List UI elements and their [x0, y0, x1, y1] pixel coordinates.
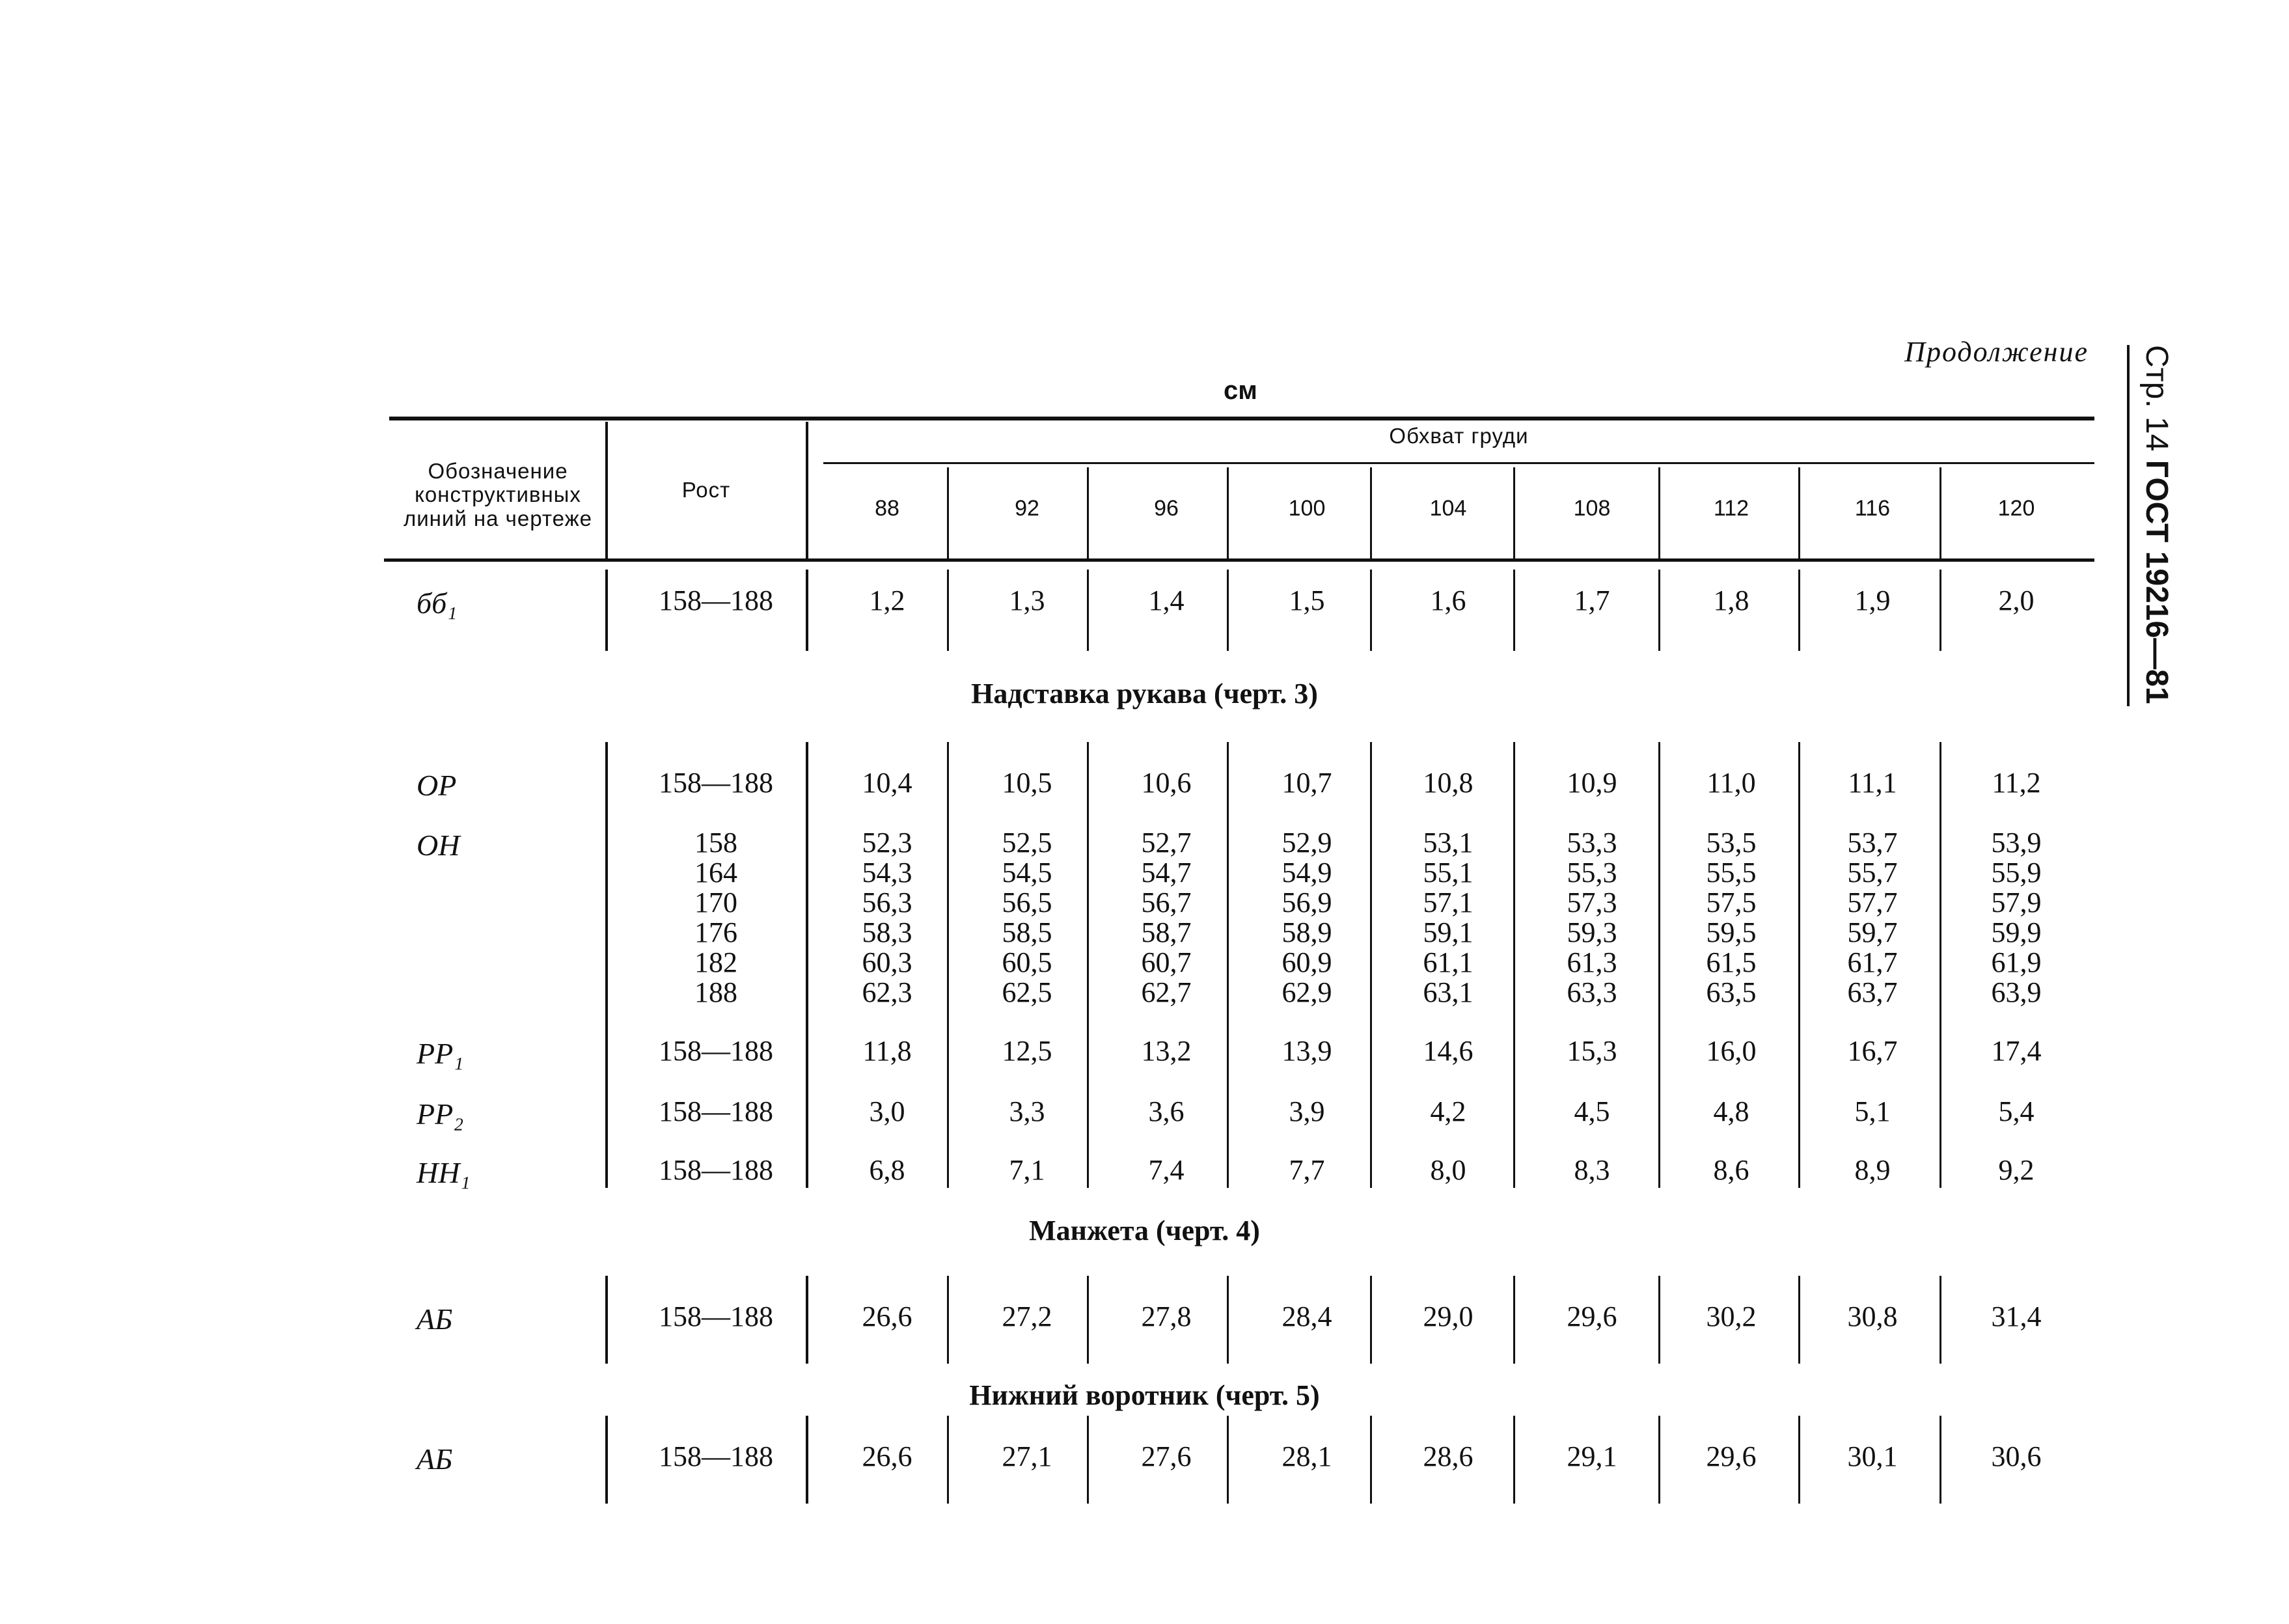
row-designation: АБ [417, 1302, 453, 1336]
chest-size-120: 120 [1997, 496, 2035, 521]
cell-value: 16,0 [1706, 1035, 1757, 1067]
cell-value: 62,5 [1002, 976, 1052, 1008]
column-divider [1939, 1416, 1941, 1504]
table-cell [1242, 1036, 1372, 1066]
cell-value: 8,0 [1430, 1154, 1466, 1186]
column-divider [1658, 1416, 1660, 1504]
chest-size-100: 100 [1288, 496, 1326, 521]
table-cell [1666, 768, 1796, 798]
cell-value: 60,9 [1282, 946, 1332, 978]
table-cell [1807, 1097, 1938, 1127]
cell-value: 54,3 [862, 857, 912, 888]
cell-value: 61,7 [1847, 946, 1898, 978]
page-reference-bar [2127, 345, 2130, 706]
cell-value: 11,8 [862, 1035, 912, 1067]
table-cell [962, 768, 1092, 798]
column-divider [1513, 1276, 1515, 1364]
row-designation: РР₁ [417, 1037, 464, 1070]
cell-value: 62,7 [1141, 976, 1192, 1008]
column-divider [1798, 742, 1800, 1188]
column-divider [806, 742, 808, 1188]
cell-value: 56,7 [1141, 887, 1192, 918]
table-cell [1242, 1442, 1372, 1472]
column-divider [806, 1416, 808, 1504]
cell-value: 61,9 [1991, 946, 2042, 978]
cell-value: 54,5 [1002, 857, 1052, 888]
table-cell [962, 1302, 1092, 1332]
height-value: 158 [694, 827, 737, 859]
page-reference [2127, 345, 2179, 709]
height-value: 158—188 [659, 1095, 773, 1127]
cell-value: 1,6 [1430, 585, 1466, 616]
table-cell [1807, 1302, 1938, 1332]
table-cell [1101, 828, 1231, 1008]
section-title: Нижний воротник (черт. 5) [969, 1379, 1320, 1411]
cell-value: 59,5 [1706, 916, 1757, 948]
cell-value: 10,7 [1282, 767, 1332, 799]
table-cell [1101, 1155, 1231, 1185]
chest-size-104: 104 [1429, 496, 1467, 521]
height-value: 170 [694, 887, 737, 918]
cell-value: 29,6 [1706, 1440, 1757, 1472]
cell-value: 57,1 [1423, 887, 1473, 918]
height-value: 182 [694, 946, 737, 978]
chest-header-underline [823, 462, 2094, 464]
table-top-rule [389, 417, 2094, 420]
cell-value: 60,3 [862, 946, 912, 978]
height-value: 176 [694, 916, 737, 948]
column-divider [605, 1276, 608, 1364]
cell-value: 31,4 [1991, 1301, 2042, 1332]
table-cell [822, 1097, 952, 1127]
row-designation: бб₁ [417, 586, 458, 620]
cell-value: 7,4 [1148, 1154, 1185, 1186]
table-cell [1951, 1036, 2081, 1066]
table-cell [1807, 1442, 1938, 1472]
row-designation: АБ [417, 1442, 453, 1476]
row-height [631, 1302, 801, 1332]
table-cell [822, 768, 952, 798]
cell-value: 55,9 [1991, 857, 2042, 888]
table-cell [1101, 1442, 1231, 1472]
cell-value: 62,9 [1282, 976, 1332, 1008]
cell-value: 11,1 [1848, 767, 1897, 799]
height-value: 158—188 [659, 1301, 773, 1332]
cell-value: 17,4 [1991, 1035, 2042, 1067]
table-cell [1101, 586, 1231, 616]
cell-value: 11,0 [1706, 767, 1756, 799]
cell-value: 57,5 [1706, 887, 1757, 918]
table-cell [822, 828, 952, 1008]
table-cell [1527, 1302, 1657, 1332]
cell-value: 5,1 [1854, 1095, 1891, 1127]
row-height [631, 586, 801, 616]
cell-value: 8,9 [1854, 1154, 1891, 1186]
cell-value: 8,6 [1713, 1154, 1749, 1186]
cell-value: 52,3 [862, 827, 912, 859]
cell-value: 1,8 [1713, 585, 1749, 616]
cell-value: 3,6 [1148, 1095, 1185, 1127]
cell-value: 53,3 [1567, 827, 1617, 859]
height-value: 158—188 [659, 1440, 773, 1472]
column-divider [1513, 742, 1515, 1188]
column-divider [806, 1276, 808, 1364]
cell-value: 29,0 [1423, 1301, 1473, 1332]
table-cell [1527, 1155, 1657, 1185]
table-cell [1383, 1442, 1513, 1472]
column-divider [1798, 570, 1800, 651]
table-cell [1383, 1155, 1513, 1185]
column-divider [1513, 570, 1515, 651]
row-height [631, 1442, 801, 1472]
row-height [631, 1097, 801, 1127]
table-cell [1101, 1036, 1231, 1066]
cell-value: 62,3 [862, 976, 912, 1008]
section-title: Надставка рукава (черт. 3) [971, 678, 1318, 709]
table-cell [822, 1036, 952, 1066]
cell-value: 59,3 [1567, 916, 1617, 948]
cell-value: 59,9 [1991, 916, 2042, 948]
cell-value: 60,7 [1141, 946, 1192, 978]
cell-value: 4,8 [1713, 1095, 1749, 1127]
table-cell [1666, 586, 1796, 616]
cell-value: 1,5 [1289, 585, 1325, 616]
cell-value: 57,3 [1567, 887, 1617, 918]
page-reference-text [2139, 345, 2174, 704]
cell-value: 26,6 [862, 1301, 912, 1332]
cell-value: 8,3 [1574, 1154, 1610, 1186]
cell-value: 63,7 [1847, 976, 1898, 1008]
cell-value: 4,2 [1430, 1095, 1466, 1127]
cell-value: 61,5 [1706, 946, 1757, 978]
header-divider [806, 422, 808, 558]
table-cell [1242, 586, 1372, 616]
cell-value: 10,5 [1002, 767, 1052, 799]
chest-column-divider [1939, 467, 1941, 558]
cell-value: 30,8 [1847, 1301, 1898, 1332]
table-cell [1807, 828, 1938, 1008]
table-cell [1527, 768, 1657, 798]
height-value: 164 [694, 857, 737, 888]
table-cell [962, 586, 1092, 616]
cell-value: 55,7 [1847, 857, 1898, 888]
continuation-label: Продолжение [1904, 336, 2089, 368]
table-cell [962, 1442, 1092, 1472]
height-value: 158—188 [659, 767, 773, 799]
cell-value: 27,2 [1002, 1301, 1052, 1332]
chest-column-divider [1513, 467, 1515, 558]
cell-value: 15,3 [1567, 1035, 1617, 1067]
cell-value: 13,9 [1282, 1035, 1332, 1067]
cell-value: 3,3 [1009, 1095, 1045, 1127]
cell-value: 7,1 [1009, 1154, 1045, 1186]
cell-value: 59,1 [1423, 916, 1473, 948]
table-cell [822, 1155, 952, 1185]
table-cell [1101, 768, 1231, 798]
column-divider [1798, 1416, 1800, 1504]
cell-value: 1,4 [1148, 585, 1185, 616]
cell-value: 63,5 [1706, 976, 1757, 1008]
table-cell [1951, 768, 2081, 798]
table-cell [1951, 828, 2081, 1008]
column-divider [605, 742, 608, 1188]
cell-value: 63,9 [1991, 976, 2042, 1008]
table-cell [1951, 1442, 2081, 1472]
table-cell [962, 828, 1092, 1008]
height-value: 188 [694, 976, 737, 1008]
table-cell [1383, 828, 1513, 1008]
table-cell [962, 1036, 1092, 1066]
chest-size-108: 108 [1573, 496, 1611, 521]
chest-size-96: 96 [1154, 496, 1179, 521]
row-height [631, 828, 801, 1008]
cell-value: 30,1 [1847, 1440, 1898, 1472]
cell-value: 55,5 [1706, 857, 1757, 888]
cell-value: 10,9 [1567, 767, 1617, 799]
table-cell [822, 1442, 952, 1472]
table-cell [1666, 1097, 1796, 1127]
cell-value: 57,9 [1991, 887, 2042, 918]
cell-value: 30,2 [1706, 1301, 1757, 1332]
table-cell [822, 1302, 952, 1332]
table-cell [1527, 586, 1657, 616]
column-divider [1939, 570, 1941, 651]
table-cell [1666, 828, 1796, 1008]
cell-value: 29,1 [1567, 1440, 1617, 1472]
cell-value: 52,5 [1002, 827, 1052, 859]
cell-value: 2,0 [1998, 585, 2035, 616]
page-number: Стр. 14 [2139, 345, 2174, 452]
table-cell [1242, 768, 1372, 798]
table-cell [1242, 828, 1372, 1008]
table-cell [1383, 1097, 1513, 1127]
cell-value: 10,4 [862, 767, 912, 799]
column-divider [806, 570, 808, 651]
cell-value: 53,9 [1991, 827, 2042, 859]
table-cell [1242, 1302, 1372, 1332]
cell-value: 26,6 [862, 1440, 912, 1472]
cell-value: 57,7 [1847, 887, 1898, 918]
cell-value: 58,7 [1141, 916, 1192, 948]
chest-size-88: 88 [875, 496, 899, 521]
height-header: Рост [681, 478, 731, 502]
cell-value: 9,2 [1998, 1154, 2035, 1186]
designation-header: Обозначение конструктивных линий на чертеже [403, 459, 593, 530]
cell-value: 27,8 [1141, 1301, 1192, 1332]
cell-value: 27,1 [1002, 1440, 1052, 1472]
table-cell [1101, 1302, 1231, 1332]
table-cell [1951, 1302, 2081, 1332]
cell-value: 10,6 [1141, 767, 1192, 799]
cell-value: 27,6 [1141, 1440, 1192, 1472]
column-divider [1939, 1276, 1941, 1364]
cell-value: 52,9 [1282, 827, 1332, 859]
chest-header: Обхват груди [1389, 424, 1529, 448]
table-cell [1101, 1097, 1231, 1127]
unit-label: см [1224, 376, 1257, 405]
table-header-bottom-rule [384, 558, 2094, 562]
table-cell [1242, 1097, 1372, 1127]
cell-value: 30,6 [1991, 1440, 2042, 1472]
column-divider [1939, 742, 1941, 1188]
column-divider [1658, 570, 1660, 651]
table-cell [822, 586, 952, 616]
table-cell [1666, 1302, 1796, 1332]
cell-value: 58,9 [1282, 916, 1332, 948]
row-designation: ОН [417, 829, 460, 862]
chest-size-116: 116 [1854, 496, 1891, 521]
cell-value: 52,7 [1141, 827, 1192, 859]
column-divider [1798, 1276, 1800, 1364]
cell-value: 53,5 [1706, 827, 1757, 859]
section-title: Манжета (черт. 4) [1029, 1215, 1260, 1246]
cell-value: 28,1 [1282, 1440, 1332, 1472]
column-divider [1658, 742, 1660, 1188]
cell-value: 16,7 [1847, 1035, 1898, 1067]
cell-value: 4,5 [1574, 1095, 1610, 1127]
table-cell [1666, 1155, 1796, 1185]
column-divider [605, 570, 608, 651]
cell-value: 56,5 [1002, 887, 1052, 918]
header-divider [605, 422, 608, 558]
column-divider [605, 1416, 608, 1504]
table-cell [1383, 768, 1513, 798]
standard-number: ГОСТ 19216—81 [2139, 460, 2174, 704]
cell-value: 54,7 [1141, 857, 1192, 888]
cell-value: 5,4 [1998, 1095, 2035, 1127]
cell-value: 53,1 [1423, 827, 1473, 859]
cell-value: 58,3 [862, 916, 912, 948]
cell-value: 28,4 [1282, 1301, 1332, 1332]
table-cell [1666, 1442, 1796, 1472]
chest-size-112: 112 [1713, 496, 1749, 521]
table-cell [962, 1097, 1092, 1127]
row-designation: РР₂ [417, 1097, 464, 1131]
cell-value: 3,0 [869, 1095, 905, 1127]
table-cell [1807, 768, 1938, 798]
cell-value: 63,1 [1423, 976, 1473, 1008]
cell-value: 1,2 [869, 585, 905, 616]
cell-value: 59,7 [1847, 916, 1898, 948]
cell-value: 10,8 [1423, 767, 1473, 799]
cell-value: 6,8 [869, 1154, 905, 1186]
cell-value: 29,6 [1567, 1301, 1617, 1332]
cell-value: 1,9 [1854, 585, 1891, 616]
table-cell [1951, 1155, 2081, 1185]
table-cell [1527, 828, 1657, 1008]
cell-value: 12,5 [1002, 1035, 1052, 1067]
table-cell [1951, 1097, 2081, 1127]
cell-value: 13,2 [1141, 1035, 1192, 1067]
row-designation: ОР [417, 769, 457, 802]
cell-value: 3,9 [1289, 1095, 1325, 1127]
chest-column-divider [1658, 467, 1660, 558]
cell-value: 60,5 [1002, 946, 1052, 978]
cell-value: 55,3 [1567, 857, 1617, 888]
table-cell [1527, 1442, 1657, 1472]
table-cell [1666, 1036, 1796, 1066]
table-cell [1383, 586, 1513, 616]
row-height [631, 1036, 801, 1066]
cell-value: 54,9 [1282, 857, 1332, 888]
table-cell [1951, 586, 2081, 616]
cell-value: 55,1 [1423, 857, 1473, 888]
table-cell [1383, 1036, 1513, 1066]
cell-value: 11,2 [1992, 767, 2041, 799]
cell-value: 63,3 [1567, 976, 1617, 1008]
cell-value: 1,7 [1574, 585, 1610, 616]
cell-value: 1,3 [1009, 585, 1045, 616]
row-height [631, 768, 801, 798]
table-cell [1242, 1155, 1372, 1185]
height-value: 158—188 [659, 1035, 773, 1067]
cell-value: 56,9 [1282, 887, 1332, 918]
cell-value: 58,5 [1002, 916, 1052, 948]
cell-value: 53,7 [1847, 827, 1898, 859]
cell-value: 14,6 [1423, 1035, 1473, 1067]
chest-column-divider [1798, 467, 1800, 558]
column-divider [1513, 1416, 1515, 1504]
table-cell [1807, 1155, 1938, 1185]
cell-value: 28,6 [1423, 1440, 1473, 1472]
cell-value: 56,3 [862, 887, 912, 918]
chest-size-92: 92 [1015, 496, 1039, 521]
height-value: 158—188 [659, 585, 773, 616]
cell-value: 7,7 [1289, 1154, 1325, 1186]
row-height [631, 1155, 801, 1185]
table-cell [1527, 1036, 1657, 1066]
height-value: 158—188 [659, 1154, 773, 1186]
table-cell [1383, 1302, 1513, 1332]
cell-value: 61,3 [1567, 946, 1617, 978]
cell-value: 61,1 [1423, 946, 1473, 978]
column-divider [1658, 1276, 1660, 1364]
table-cell [1807, 1036, 1938, 1066]
table-cell [962, 1155, 1092, 1185]
row-designation: НН₁ [417, 1156, 471, 1189]
table-cell [1527, 1097, 1657, 1127]
table-cell [1807, 586, 1938, 616]
